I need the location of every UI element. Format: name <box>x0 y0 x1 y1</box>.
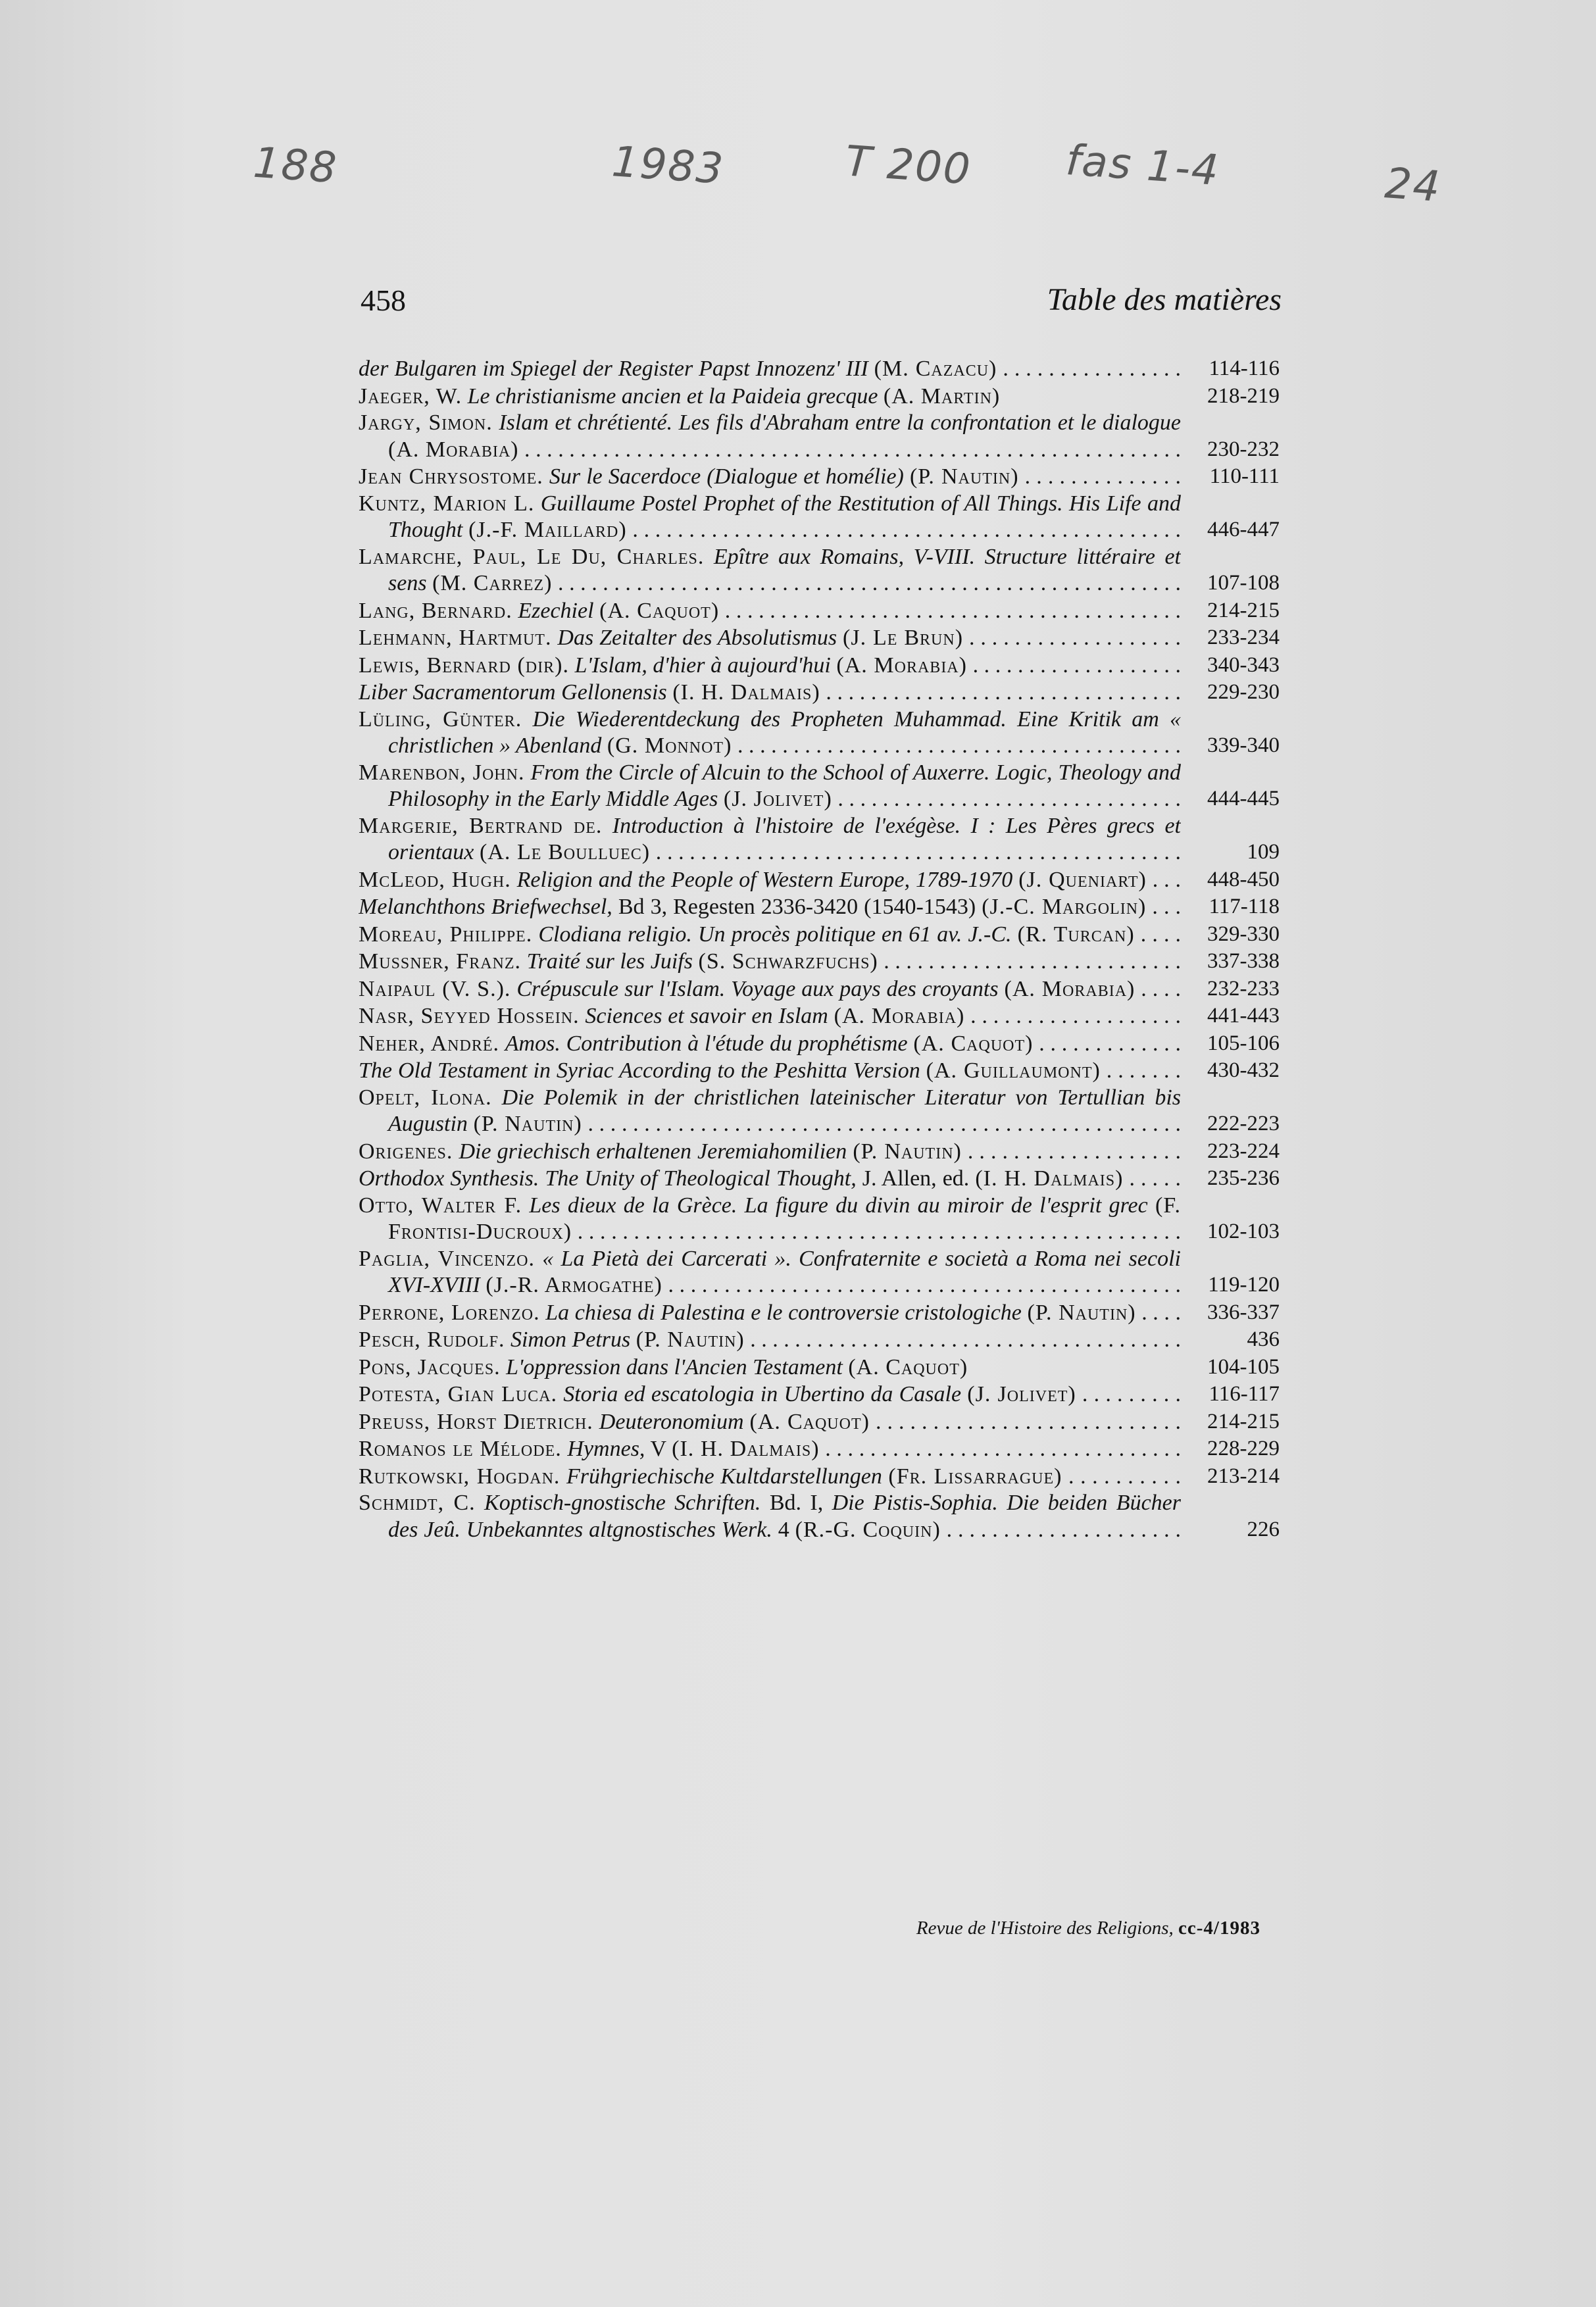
entry-title: Die Polemik in der christlichen lateinischer Literatur von Tertullian bis Augustin <box>388 1085 1181 1136</box>
entry-reviewer <box>388 1273 1181 1299</box>
toc-entry-text <box>359 1464 1181 1491</box>
entry-pages: 232-233 <box>1207 976 1280 1001</box>
toc-entry-text <box>359 1193 1181 1246</box>
entry-reviewer-name: (Fr. Lissarrague) <box>888 1464 1062 1489</box>
toc-entry-text <box>359 894 1181 921</box>
toc-entry-text <box>359 707 1181 760</box>
entry-pages: 214-215 <box>1207 598 1280 622</box>
toc-entry <box>359 355 1280 383</box>
entry-pages: 446-447 <box>1207 518 1280 541</box>
toc-entry-text <box>359 625 1181 652</box>
entry-author: Neher, André. <box>359 1031 499 1056</box>
entry-title: Religion and the People of Western Europe, 1789-1970 <box>516 867 1013 892</box>
entry-title: From the Circle of Alcuin to the School of Auxerre. Logic, Theology and Philosophy in the Early Middle Ages <box>388 760 1181 811</box>
toc-entry-text <box>359 813 1181 866</box>
toc-entry <box>359 1463 1280 1491</box>
entry-reviewer-name: (M. Carrez) <box>432 571 553 595</box>
entry-author: Lewis, Bernard (dir). <box>359 653 569 678</box>
toc-entry-text <box>359 544 1181 597</box>
entry-title: der Bulgaren im Spiegel der Register Papst Innozenz' III <box>359 357 868 381</box>
entry-title: Crépuscule sur l'Islam. Voyage aux pays des croyants <box>516 976 999 1001</box>
entry-author: Origenes. <box>359 1139 453 1164</box>
entry-title: Die Wiederentdeckung des Propheten Muhammad. Eine Kritik am « christlichen » Abenland <box>388 707 1181 758</box>
toc-entry <box>359 1299 1280 1327</box>
entry-pages: 214-215 <box>1207 1409 1280 1433</box>
entry-title: L'oppression dans l'Ancien Testament <box>506 1354 843 1379</box>
entry-author: Rutkowski, Hogdan. <box>359 1464 561 1489</box>
entry-title: Sciences et savoir en Islam <box>585 1004 828 1028</box>
entry-pages: 119-120 <box>1208 1273 1280 1297</box>
toc-entry <box>359 976 1280 1003</box>
toc-entry <box>359 1354 1280 1381</box>
entry-title: Ezechiel <box>518 598 594 623</box>
entry-author: Schmidt, C. <box>359 1491 476 1515</box>
entry-title: Epître aux Romains, V-VIII. Structure littéraire et sens <box>388 544 1181 595</box>
entry-reviewer-name: (P. Nautin) <box>636 1327 745 1352</box>
entry-author: Pons, Jacques. <box>359 1354 501 1379</box>
entry-pages: 213-214 <box>1207 1464 1280 1488</box>
entry-title: Simon Petrus <box>510 1327 631 1352</box>
toc-entry <box>359 1381 1280 1408</box>
entry-pages: 441-443 <box>1207 1004 1280 1028</box>
entry-author: Margerie, Bertrand de. <box>359 813 603 838</box>
toc-entry <box>359 813 1280 866</box>
handwritten-note-2: 1983 <box>610 137 726 194</box>
toc-entry-text <box>359 1327 1181 1354</box>
entry-reviewer <box>388 437 1181 464</box>
entry-author: Pesch, Rudolf. <box>359 1327 505 1352</box>
entry-pages: 336-337 <box>1207 1300 1280 1324</box>
entry-pages: 230-232 <box>1207 437 1280 461</box>
entry-reviewer-name: (P. Nautin) <box>1027 1300 1136 1325</box>
toc-entry <box>359 463 1280 491</box>
entry-reviewer-name: (S. Schwarzfuchs) <box>698 949 878 974</box>
entry-reviewer-name: (J.-F. Maillard) <box>468 518 627 542</box>
entry-title: Clodiana religio. Un procès politique en 61 av. J.-C. <box>538 922 1012 947</box>
entry-pages: 436 <box>1247 1327 1280 1351</box>
toc-entry <box>359 893 1280 921</box>
toc-entry-text <box>359 356 1181 383</box>
entry-reviewer-name: (J. Le Brun) <box>843 626 964 650</box>
toc-entry <box>359 652 1280 680</box>
toc-entry-text <box>359 464 1181 491</box>
entry-author: Lang, Bernard. <box>359 598 512 623</box>
toc-entry-text <box>359 1409 1181 1436</box>
entry-author: Moreau, Philippe. <box>359 922 533 947</box>
toc-entry-text <box>359 1490 1181 1543</box>
toc-entry-text <box>359 1139 1181 1166</box>
entry-pages: 102-103 <box>1207 1220 1280 1243</box>
entry-title: Frühgriechische Kultdarstellungen <box>566 1464 882 1489</box>
entry-title: The Old Testament in Syriac According to the Peshitta Version <box>359 1058 920 1083</box>
entry-title: Islam et chrétienté. Les fils d'Abraham entre la confrontation et le dialogue <box>499 410 1181 435</box>
entry-pages: 430-432 <box>1207 1058 1280 1082</box>
table-of-contents <box>359 355 1280 1543</box>
entry-title-cont: Die Pistis-Sophia. Die beiden Bücher des Jeû. Unbekanntes altgnostisches Werk. <box>388 1491 1181 1542</box>
entry-reviewer-name: (R. Turcan) <box>1017 922 1135 947</box>
entry-pages: 226 <box>1247 1517 1280 1541</box>
entry-author: Marenbon, John. <box>359 760 525 785</box>
entry-title: La chiesa di Palestina e le controversie cristologiche <box>545 1300 1022 1325</box>
entry-reviewer-name: (J. Jolivet) <box>723 787 832 811</box>
entry-pages: 329-330 <box>1207 922 1280 946</box>
entry-title: Liber Sacramentorum Gellonensis <box>359 680 667 705</box>
entry-detail: J. Allen, ed. <box>862 1166 970 1191</box>
toc-entry <box>359 760 1280 813</box>
toc-entry-text <box>359 1166 1181 1193</box>
entry-pages: 117-118 <box>1209 895 1280 918</box>
entry-reviewer-name: (I. H. Dalmais) <box>975 1166 1124 1191</box>
entry-author: Perrone, Lorenzo. <box>359 1300 540 1325</box>
entry-pages: 228-229 <box>1207 1437 1280 1460</box>
entry-author: Romanos le Mélode. <box>359 1437 562 1461</box>
entry-pages: 104-105 <box>1207 1354 1280 1379</box>
entry-pages: 116-117 <box>1209 1382 1280 1406</box>
toc-entry <box>359 1246 1280 1299</box>
entry-reviewer-name: (M. Cazacu) <box>874 357 997 381</box>
entry-reviewer-name: (A. Morabia) <box>388 437 519 462</box>
footer-issue: cc-4/1983 <box>1178 1918 1260 1939</box>
entry-author: Opelt, Ilona. <box>359 1085 492 1110</box>
toc-entry-text <box>359 922 1181 949</box>
entry-reviewer-name: (G. Monnot) <box>607 733 732 758</box>
entry-author: Jargy, Simon. <box>359 410 493 435</box>
toc-entry-text <box>359 384 1181 410</box>
entry-reviewer <box>388 1327 1181 1354</box>
toc-entry <box>359 679 1280 707</box>
toc-entry <box>359 866 1280 894</box>
entry-title: Deuteronomium <box>599 1409 744 1434</box>
entry-author: Kuntz, Marion L. <box>359 491 535 516</box>
entry-pages: 339-340 <box>1207 733 1280 757</box>
toc-entry-text <box>359 1246 1181 1299</box>
entry-author: Lehmann, Hartmut. <box>359 626 552 650</box>
entry-pages: 444-445 <box>1207 787 1280 810</box>
toc-entry-text <box>359 1354 1181 1381</box>
toc-entry <box>359 624 1280 652</box>
toc-entry <box>359 383 1280 410</box>
entry-title: Traité sur les Juifs <box>526 949 693 974</box>
entry-reviewer <box>848 1355 968 1379</box>
entry-title: L'Islam, d'hier à aujourd'hui <box>574 653 831 678</box>
entry-pages: 235-236 <box>1207 1166 1280 1190</box>
toc-entry-text <box>359 976 1181 1003</box>
entry-reviewer-name: (A. Martin) <box>883 384 1001 409</box>
entry-reviewer-name: (J.-R. Armogathe) <box>486 1273 662 1297</box>
entry-author: Mussner, Franz. <box>359 949 522 974</box>
toc-entry <box>359 491 1280 544</box>
toc-entry-text <box>359 491 1181 544</box>
entry-reviewer-name: (A. Morabia) <box>834 1004 965 1028</box>
entry-title: Hymnes, <box>567 1437 645 1461</box>
entry-reviewer-name: (P. Nautin) <box>909 464 1019 489</box>
handwritten-note-1: 188 <box>251 138 339 193</box>
entry-pages: 229-230 <box>1207 680 1280 704</box>
entry-author: Paglia, Vincenzo. <box>359 1246 536 1271</box>
entry-detail: Bd. I, <box>769 1491 824 1515</box>
entry-author: Nasr, Seyyed Hossein. <box>359 1004 580 1028</box>
entry-reviewer-name: (A. Le Boulluec) <box>479 840 651 864</box>
entry-title: Melanchthons Briefwechsel, <box>359 895 612 919</box>
entry-author: Potesta, Gian Luca. <box>359 1382 558 1406</box>
entry-pages: 105-106 <box>1207 1031 1280 1055</box>
toc-entry-text <box>359 1058 1181 1085</box>
toc-entry-text <box>359 410 1181 463</box>
toc-entry <box>359 1057 1280 1085</box>
entry-title: Le christianisme ancien et la Paideia grecque <box>467 384 878 409</box>
entry-reviewer-name: (A. Caquot) <box>848 1354 968 1379</box>
entry-author: Naipaul (V. S.). <box>359 976 511 1001</box>
entry-pages: 114-116 <box>1209 357 1280 380</box>
entry-detail: Bd 3, Regesten 2336-3420 (1540-1543) <box>618 895 976 919</box>
toc-entry-text <box>359 598 1181 625</box>
entry-title: « La Pietà dei Carcerati ». Confraternite e società a Roma nei secoli XVI-XVIII <box>388 1246 1181 1297</box>
footer-journal: Revue de l'Histoire des Religions, <box>916 1918 1174 1939</box>
entry-title: Die griechisch erhaltenen Jeremiahomilien <box>459 1139 847 1164</box>
entry-author: Preuss, Horst Dietrich. <box>359 1409 593 1434</box>
entry-pages: 109 <box>1247 840 1280 864</box>
entry-reviewer-name: (A. Morabia) <box>1004 976 1135 1001</box>
entry-reviewer <box>388 840 1181 866</box>
entry-reviewer <box>388 518 1181 544</box>
toc-entry-text <box>359 680 1181 707</box>
toc-entry-text <box>359 1031 1181 1058</box>
entry-reviewer-name: (J. Queniart) <box>1018 867 1147 892</box>
entry-reviewer-name: (A. Caquot) <box>599 598 720 623</box>
entry-title: Guillaume Postel Prophet of the Restitution of All Things. His Life and Thought <box>388 491 1181 542</box>
toc-entry-text <box>359 1381 1181 1408</box>
toc-entry-text <box>359 760 1181 813</box>
entry-pages: 223-224 <box>1207 1139 1280 1163</box>
entry-reviewer-name: (A. Guillaumont) <box>926 1058 1101 1083</box>
entry-pages: 222-223 <box>1207 1112 1280 1135</box>
entry-author: Otto, Walter F. <box>359 1193 522 1218</box>
entry-reviewer-name: (P. Nautin) <box>473 1112 582 1136</box>
entry-reviewer-name: (J.-C. Margolin) <box>982 895 1147 919</box>
toc-entry-text <box>359 867 1181 894</box>
entry-reviewer-name: (I. H. Dalmais) <box>672 680 820 705</box>
entry-detail: V <box>650 1437 666 1461</box>
toc-entry-text <box>359 653 1181 680</box>
entry-pages: 107-108 <box>1207 571 1280 595</box>
entry-author: Jaeger, W. <box>359 384 462 409</box>
toc-entry <box>359 1138 1280 1166</box>
entry-title: Amos. Contribution à l'étude du prophétisme <box>505 1031 908 1056</box>
entry-title: Das Zeitalter des Absolutismus <box>557 626 837 650</box>
entry-title: Koptisch-gnostische Schriften. <box>484 1491 761 1515</box>
entry-reviewer-name: (R.-G. Coquin) <box>795 1517 941 1542</box>
toc-entry <box>359 1326 1280 1354</box>
entry-title: Orthodox Synthesis. The Unity of Theological Thought, <box>359 1166 857 1191</box>
toc-entry <box>359 1408 1280 1436</box>
toc-entry-text <box>359 1300 1181 1327</box>
toc-entry-text <box>359 1436 1181 1463</box>
entry-reviewer-name: (J. Jolivet) <box>967 1382 1076 1406</box>
entry-title: Sur le Sacerdoce (Dialogue et homélie) <box>549 464 904 489</box>
entry-author: Lamarche, Paul, Le Du, Charles. <box>359 544 705 569</box>
entry-pages: 218-219 <box>1207 384 1280 408</box>
toc-entry <box>359 544 1280 597</box>
entry-reviewer-name: (I. H. Dalmais) <box>672 1437 820 1461</box>
toc-entry-text <box>359 1085 1181 1138</box>
toc-entry <box>359 1085 1280 1138</box>
toc-entry-text <box>359 949 1181 976</box>
entry-pages: 340-343 <box>1207 653 1280 677</box>
journal-footer <box>916 1918 1260 1939</box>
handwritten-note-5: 24 <box>1383 159 1443 212</box>
handwritten-note-4: fas 1-4 <box>1064 136 1222 196</box>
page-number: 458 <box>361 284 406 317</box>
toc-entry <box>359 410 1280 463</box>
entry-pages: 110-111 <box>1209 464 1280 488</box>
entry-reviewer-name: (F. Frontisi-Ducroux) <box>388 1193 1181 1244</box>
entry-author: Lüling, Günter. <box>359 707 522 732</box>
entry-detail-cont: 4 <box>778 1517 789 1542</box>
entry-reviewer-name: (A. Morabia) <box>836 653 967 678</box>
toc-entry <box>359 1165 1280 1193</box>
entry-reviewer-name: (A. Caquot) <box>913 1031 1034 1056</box>
toc-entry-text <box>359 1003 1181 1030</box>
toc-entry <box>359 1435 1280 1463</box>
entry-author: McLeod, Hugh. <box>359 867 511 892</box>
page-title: Table des matières <box>1047 282 1282 317</box>
toc-entry <box>359 921 1280 949</box>
entry-reviewer <box>388 1112 1181 1138</box>
toc-entry <box>359 1003 1280 1030</box>
entry-reviewer <box>388 571 1181 597</box>
toc-entry <box>359 948 1280 976</box>
entry-reviewer-name: (A. Caquot) <box>749 1409 870 1434</box>
entry-title: Storia ed escatologia in Ubertino da Casale <box>563 1382 962 1406</box>
toc-entry <box>359 1030 1280 1058</box>
toc-entry <box>359 707 1280 760</box>
toc-entry <box>359 1193 1280 1246</box>
entry-pages: 337-338 <box>1207 949 1280 973</box>
entry-pages: 233-234 <box>1207 626 1280 649</box>
toc-entry <box>359 1490 1280 1543</box>
entry-title: Introduction à l'histoire de l'exégèse. I : Les Pères grecs et orientaux <box>388 813 1181 864</box>
entry-reviewer-name: (P. Nautin) <box>853 1139 962 1164</box>
handwritten-note-3: T 200 <box>843 137 973 195</box>
entry-title: Les dieux de la Grèce. La figure du divin au miroir de l'esprit grec <box>529 1193 1148 1218</box>
entry-author: Jean Chrysostome. <box>359 464 543 489</box>
entry-pages: 448-450 <box>1207 867 1280 891</box>
entry-reviewer <box>884 384 1000 409</box>
toc-entry <box>359 597 1280 625</box>
